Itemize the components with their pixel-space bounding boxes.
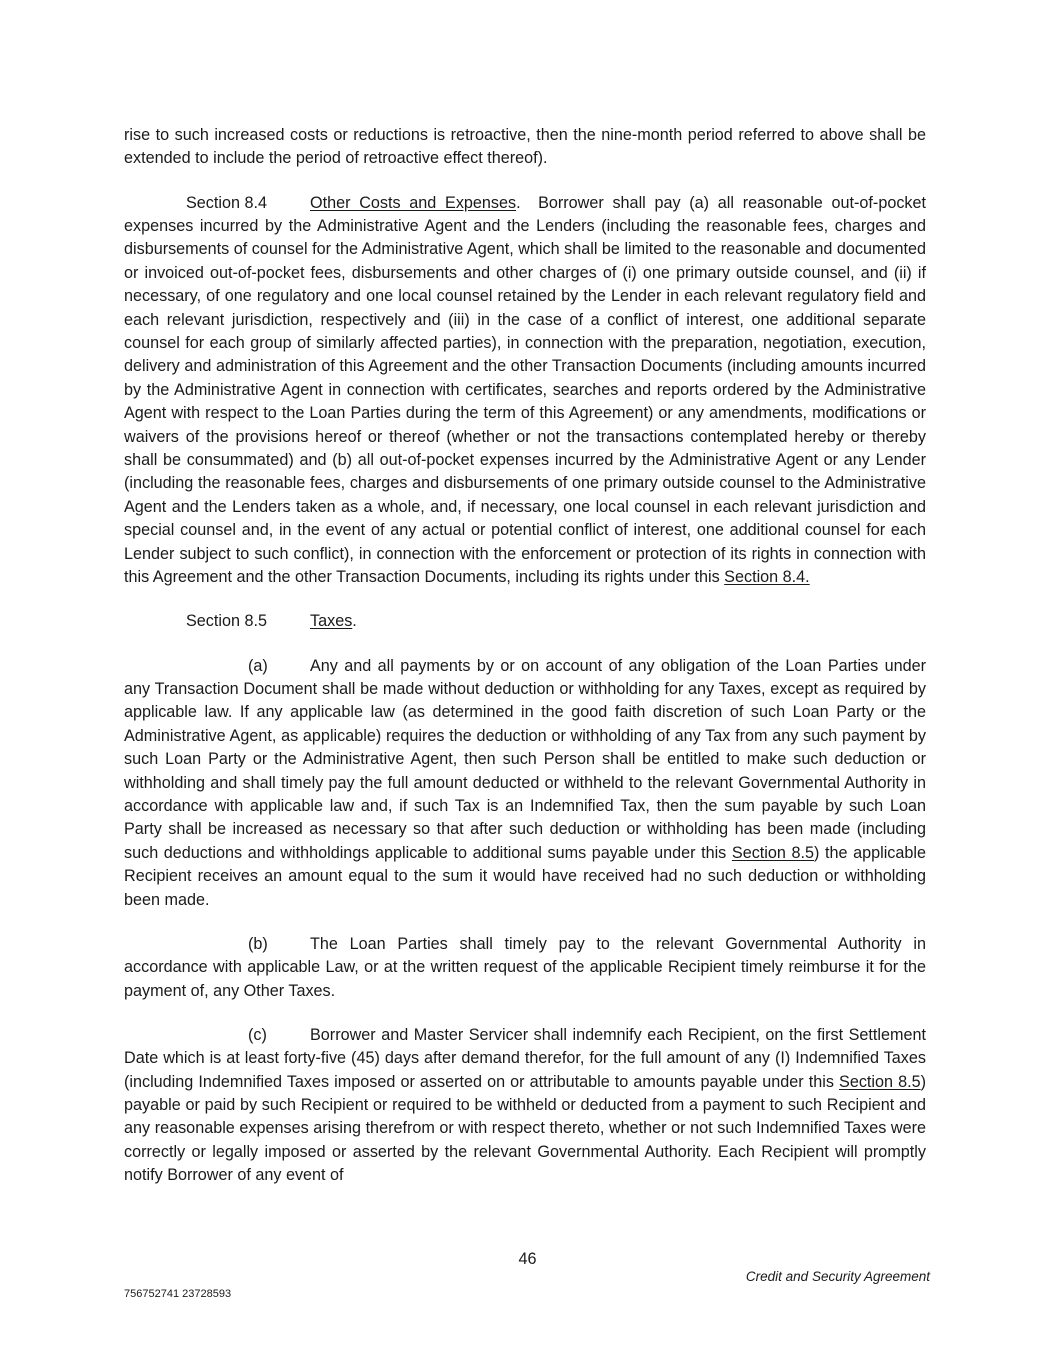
clause-c-paragraph (124, 1024, 926, 1188)
clause-b-paragraph (124, 933, 926, 1003)
clause-b-label: (b) (248, 934, 268, 953)
clause-a-section-reference: Section 8.5 (731, 843, 814, 862)
clause-a-paragraph (124, 655, 926, 912)
section-8-5-number: Section 8.5 (186, 612, 267, 631)
section-8-4-number: Section 8.4 (186, 193, 267, 212)
clause-c-section-reference: Section 8.5 (839, 1072, 921, 1091)
continuation-text: rise to such increased costs or reductions is retroactive, then the nine-month period referred to above shall be extended to include the period of retroactive effect thereof). (124, 126, 926, 168)
section-8-4-self-reference: Section 8.4. (724, 568, 810, 587)
section-8-4-title-suffix: . (516, 193, 521, 212)
clause-b-text: The Loan Parties shall timely pay to the relevant Governmental Authority in accordance with applicable Law, or at the written request of the applicable Recipient timely reimburse it for the payment of, any Other Taxes. (124, 934, 926, 1000)
clause-a-text-2: ) the applicable Recipient receives an amount equal to the sum it would have received had no such deduction or withholding been made. (124, 843, 926, 909)
footer-document-id: 756752741 23728593 (124, 1288, 232, 1300)
section-8-4-body: Borrower shall pay (a) all reasonable out-of-pocket expenses incurred by the Administrative Agent and the Lenders (including the reasonable fees, charges and disbursements of counsel for the Administrative Agent, which shall be limited to the reasonable and documented or invoiced out-of-pocket fees, disbursements and other charges of (i) one primary outside counsel, and (ii) if necessary, of one regulatory and one local counsel retained by the Lender in each relevant regulatory field and each relevant jurisdiction, respectively and (iii) in the case of a conflict of interest, one additional separate counsel for each group of similarly affected parties), in connection with the preparation, negotiation, execution, delivery and administration of this Agreement and the other Transaction Documents (including amounts incurred by the Administrative Agent in connection with certificates, searches and reports ordered by the Administrative Agent with respect to the Loan Parties during the term of this Agreement) or any amendments, modifications or waivers of the provisions hereof or thereof (whether or not the transactions contemplated hereby or thereby shall be consummated) and (b) all out-of-pocket expenses incurred by the Administrative Agent or any Lender (including the reasonable fees, charges and disbursements of one primary outside counsel to the Administrative Agent and the Lenders taken as a whole, and, if necessary, one local counsel in each relevant jurisdiction and special counsel and, in the event of any actual or potential conflict of interest, one additional counsel for each Lender subject to such conflict), in connection with the enforcement or protection of its rights in connection with this Agreement and the other Transaction Documents, including its rights under this (124, 193, 927, 587)
clause-c-text-2: ) payable or paid by such Recipient or required to be withheld or deducted from a payment to such Recipient and any reasonable expenses arising therefrom or with respect thereto, whether or not such Indemnified Taxes were correctly or legally imposed or asserted by the relevant Governmental Authority. Each Recipient will promptly notify Borrower of any event of (124, 1072, 926, 1185)
section-8-4-paragraph (124, 192, 926, 590)
section-8-4-title: Other Costs and Expenses (310, 193, 517, 212)
section-8-5-title: Taxes (310, 612, 353, 631)
clause-c-text-1: Borrower and Master Servicer shall indemnify each Recipient, on the first Settlement Date which is at least forty-five (45) days after demand therefor, for the full amount of any (I) Indemnified Taxes (including Indemnified Taxes imposed or asserted on or attributable to amounts payable under this (124, 1025, 926, 1091)
clause-a-label: (a) (248, 656, 268, 675)
continuation-paragraph (124, 124, 926, 171)
section-8-5-title-suffix: . (352, 612, 357, 631)
page-number: 46 (518, 1250, 537, 1268)
section-8-5-heading (124, 610, 926, 633)
footer-document-title: Credit and Security Agreement (745, 1269, 930, 1284)
document-body (124, 124, 926, 1208)
clause-a-text-1: Any and all payments by or on account of any obligation of the Loan Parties under any Transaction Document shall be made without deduction or withholding for any Taxes, except as required by applicable law. If any applicable law (as determined in the good faith discretion of such Loan Party or the Administrative Agent, as applicable) requires the deduction or withholding of any Tax from any such payment by such Loan Party or the Administrative Agent, then such Person shall be entitled to make such deduction or withholding and shall timely pay the full amount deducted or withheld to the relevant Governmental Authority in accordance with applicable law and, if such Tax is an Indemnified Tax, then the sum payable by such Loan Party shall be increased as necessary so that after such deduction or withholding has been made (including such deductions and withholdings applicable to additional sums payable under this (124, 656, 926, 862)
clause-c-label: (c) (248, 1025, 267, 1044)
